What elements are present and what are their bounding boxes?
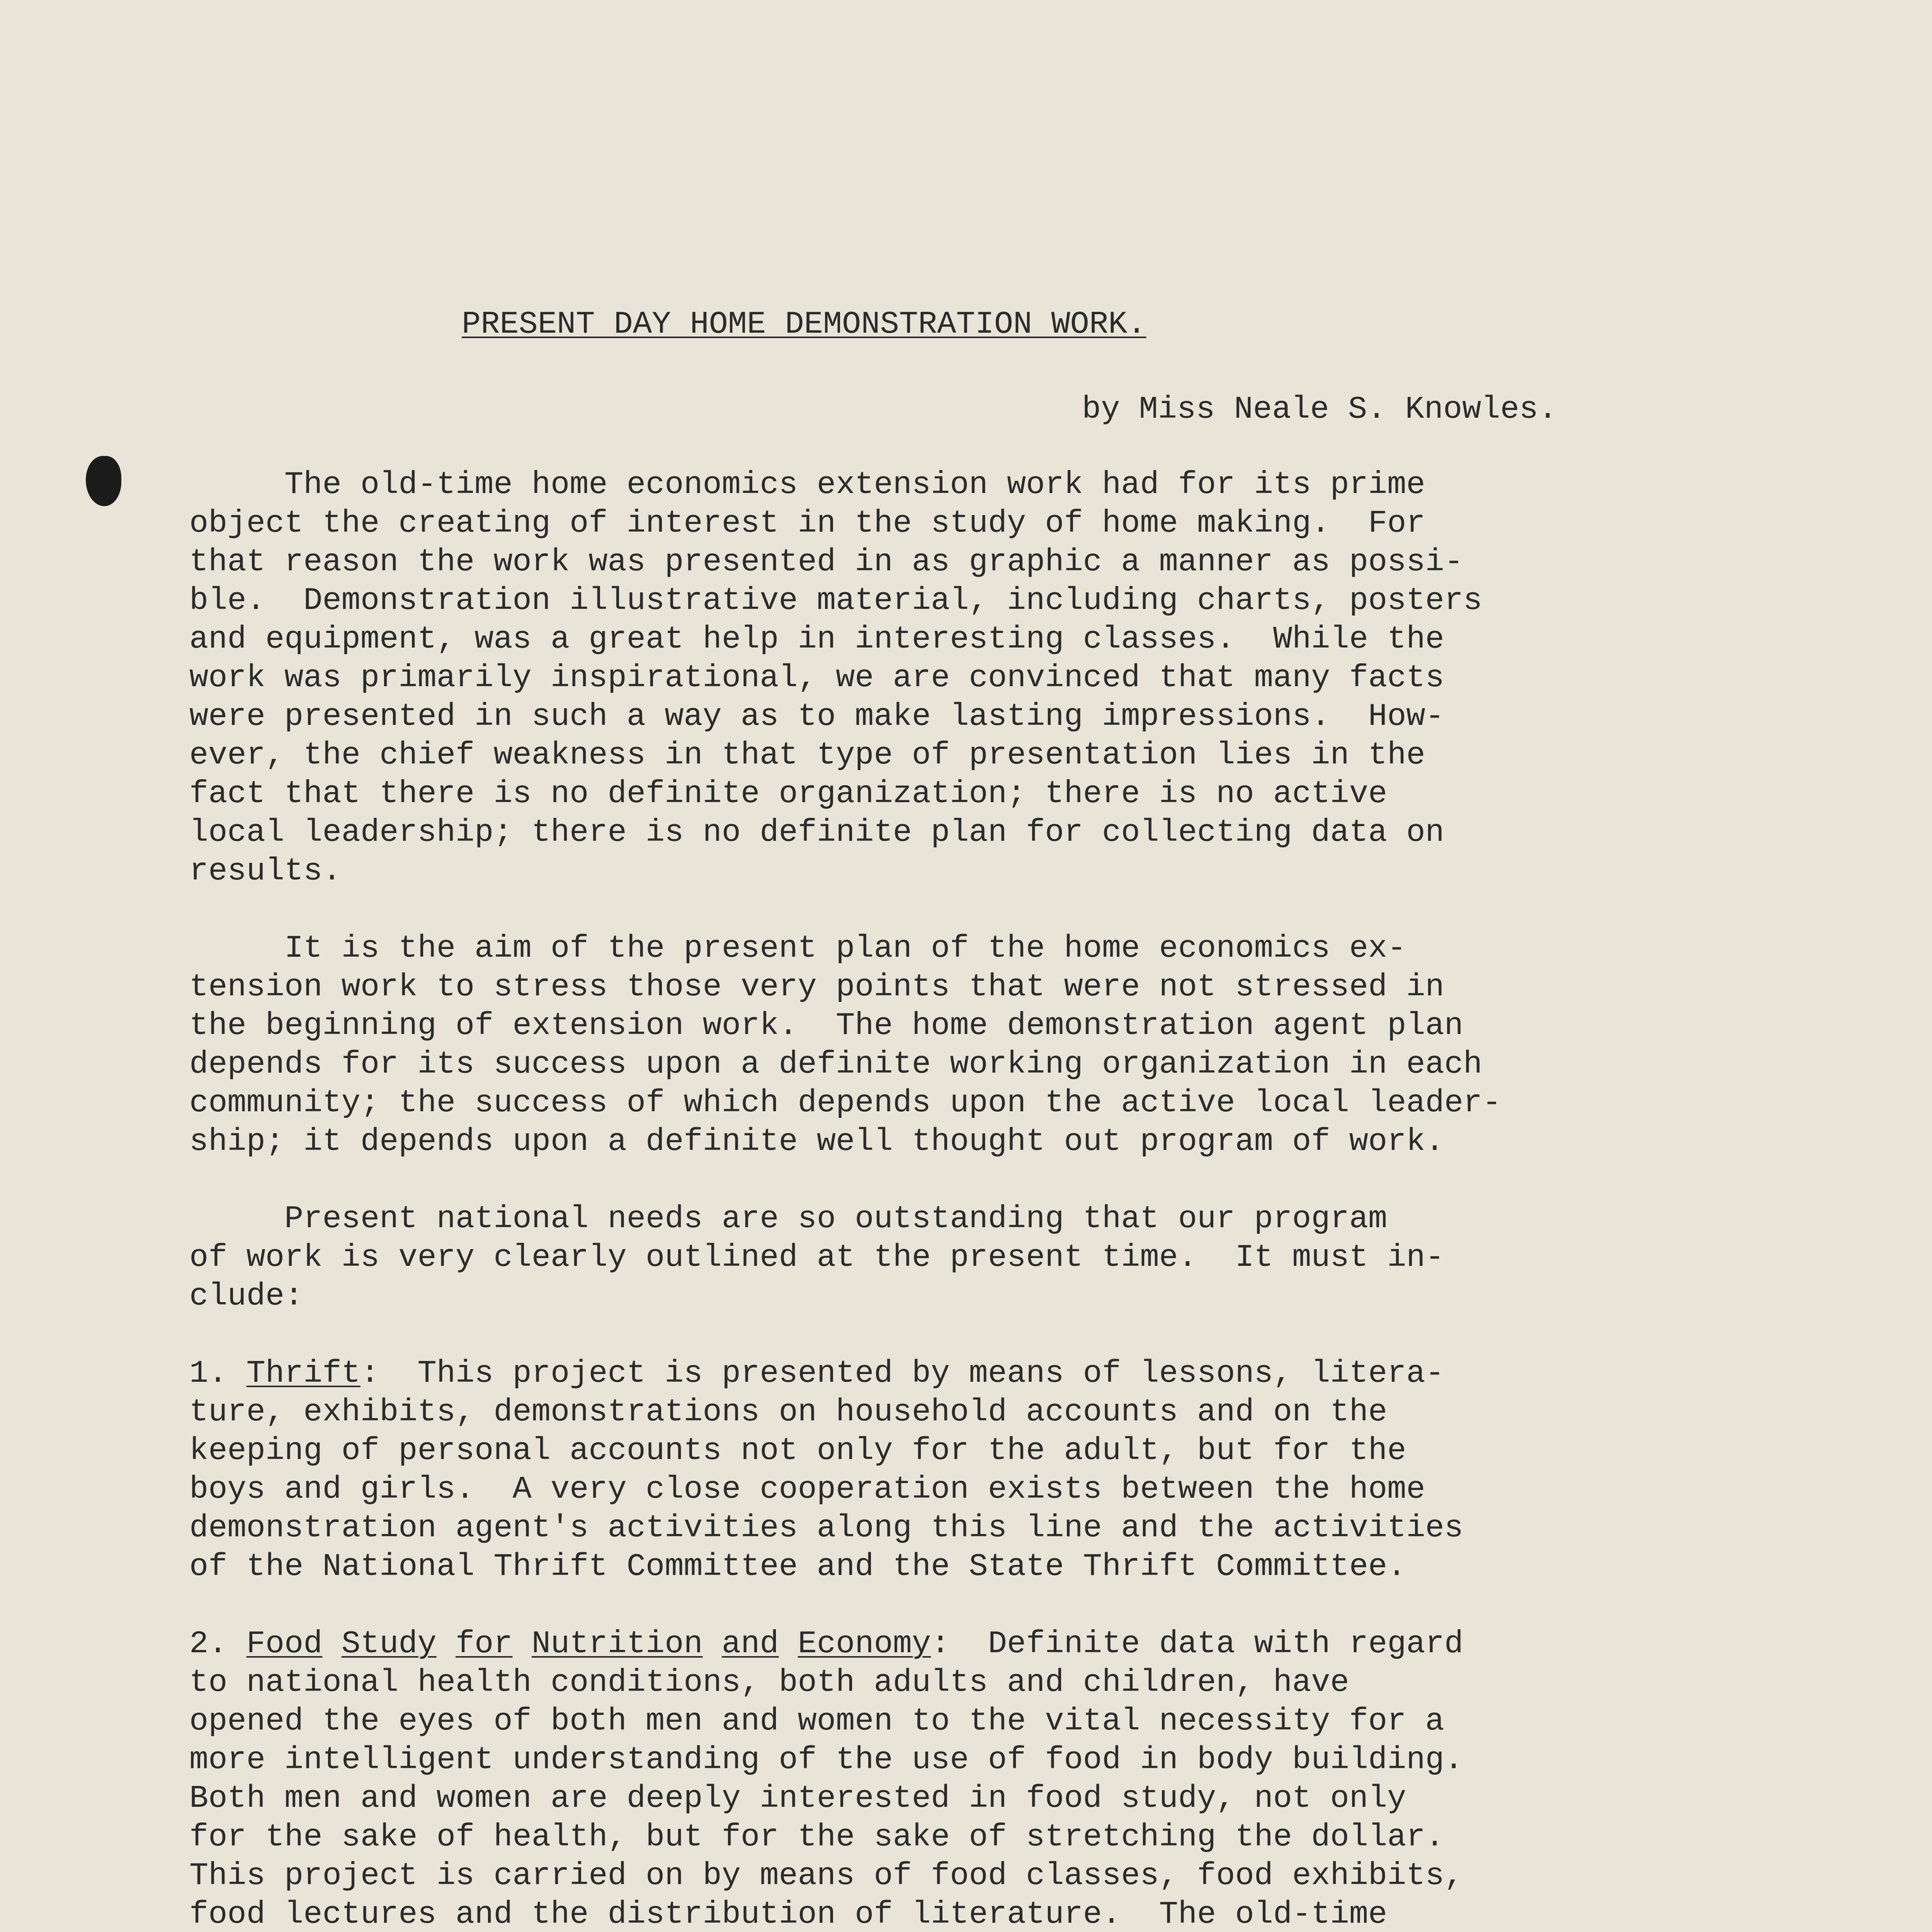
item-2-heading-space [513,1626,532,1662]
paragraph-1-line: local leadership; there is no definite plan for collecting data on [189,815,1444,850]
item-1-line: demonstration agent's activities along this line and the activities [189,1510,1463,1546]
paragraph-2-line: depends for its success upon a definite working organization in each [189,1046,1483,1082]
item-1-line: boys and girls. A very close cooperation exists between the home [189,1471,1425,1507]
paragraph-1-line: that reason the work was presented in as graphic a manner as possi- [189,544,1463,580]
byline: by Miss Neale S. Knowles. [1082,391,1558,427]
item-2-heading-space [703,1626,722,1662]
punch-hole-top [86,456,121,506]
paragraph-1-line: and equipment, was a great help in interesting classes. While the [189,621,1444,657]
item-2-first-line [189,1625,1463,1663]
item-2-line: opened the eyes of both men and women to the vital necessity for a [189,1703,1444,1739]
item-1-line: keeping of personal accounts not only for the adult, but for the [189,1433,1406,1469]
paragraph-3-line: Present national needs are so outstanding that our program [189,1201,1388,1237]
item-1-line: of the National Thrift Committee and the State Thrift Committee. [189,1549,1406,1585]
item-2-heading-word: for [455,1626,513,1662]
item-2-heading-space [437,1626,456,1662]
paragraph-2-line: It is the aim of the present plan of the home economics ex- [189,930,1406,966]
item-2-line: for the sake of health, but for the sake of stretching the dollar. [189,1819,1444,1855]
document-title: PRESENT DAY HOME DEMONSTRATION WORK. [462,306,1146,342]
paragraph-1-line: object the creating of interest in the study of home making. For [189,505,1425,541]
item-1-first-line [189,1354,1444,1393]
item-2-heading-word: Nutrition [531,1626,703,1662]
item-2-number: 2. [189,1626,247,1662]
item-2-line: Both men and women are deeply interested in food study, not only [189,1781,1406,1816]
item-1-heading: Thrift [246,1355,361,1391]
item-2-line: more intelligent understanding of the use of food in body building. [189,1742,1463,1778]
item-2-heading-space [322,1626,341,1662]
paragraph-1-line: The old-time home economics extension work had for its prime [189,467,1425,503]
paragraph-1-line: work was primarily inspirational, we are convinced that many facts [189,660,1444,696]
item-2-line: food lectures and the distribution of literature. The old-time [189,1896,1388,1932]
paragraph-1-line: ever, the chief weakness in that type of presentation lies in the [189,737,1425,773]
item-1-first-line-text: : This project is presented by means of lessons, litera- [360,1355,1444,1391]
paragraph-3-line: clude: [189,1278,304,1314]
item-2-first-line-text: : Definite data with regard [931,1626,1464,1662]
item-2-heading-word: Economy [798,1626,931,1662]
paragraph-2-line: the beginning of extension work. The home demonstration agent plan [189,1008,1463,1044]
item-2-heading-space [779,1626,798,1662]
paragraph-1-line: fact that there is no definite organization; there is no active [189,776,1388,812]
item-2-heading-word: Food [246,1626,323,1662]
item-2-line: to national health conditions, both adults and children, have [189,1665,1349,1701]
item-2-heading-word: Study [341,1626,437,1662]
paragraph-1-line: were presented in such a way as to make lasting impressions. How- [189,699,1444,735]
item-1-line: ture, exhibits, demonstrations on household accounts and on the [189,1394,1388,1430]
paragraph-1-line: results. [189,853,342,889]
paragraph-2-line: community; the success of which depends upon the active local leader- [189,1085,1502,1121]
item-1-number: 1. [189,1355,247,1391]
item-2-line: This project is carried on by means of food classes, food exhibits, [189,1858,1463,1894]
paragraph-2-line: tension work to stress those very points that were not stressed in [189,969,1444,1005]
paragraph-1-line: ble. Demonstration illustrative material, including charts, posters [189,583,1483,619]
paragraph-3-line: of work is very clearly outlined at the present time. It must in- [189,1240,1444,1276]
paragraph-2-line: ship; it depends upon a definite well thought out program of work. [189,1124,1444,1160]
item-2-heading-word: and [721,1626,779,1662]
